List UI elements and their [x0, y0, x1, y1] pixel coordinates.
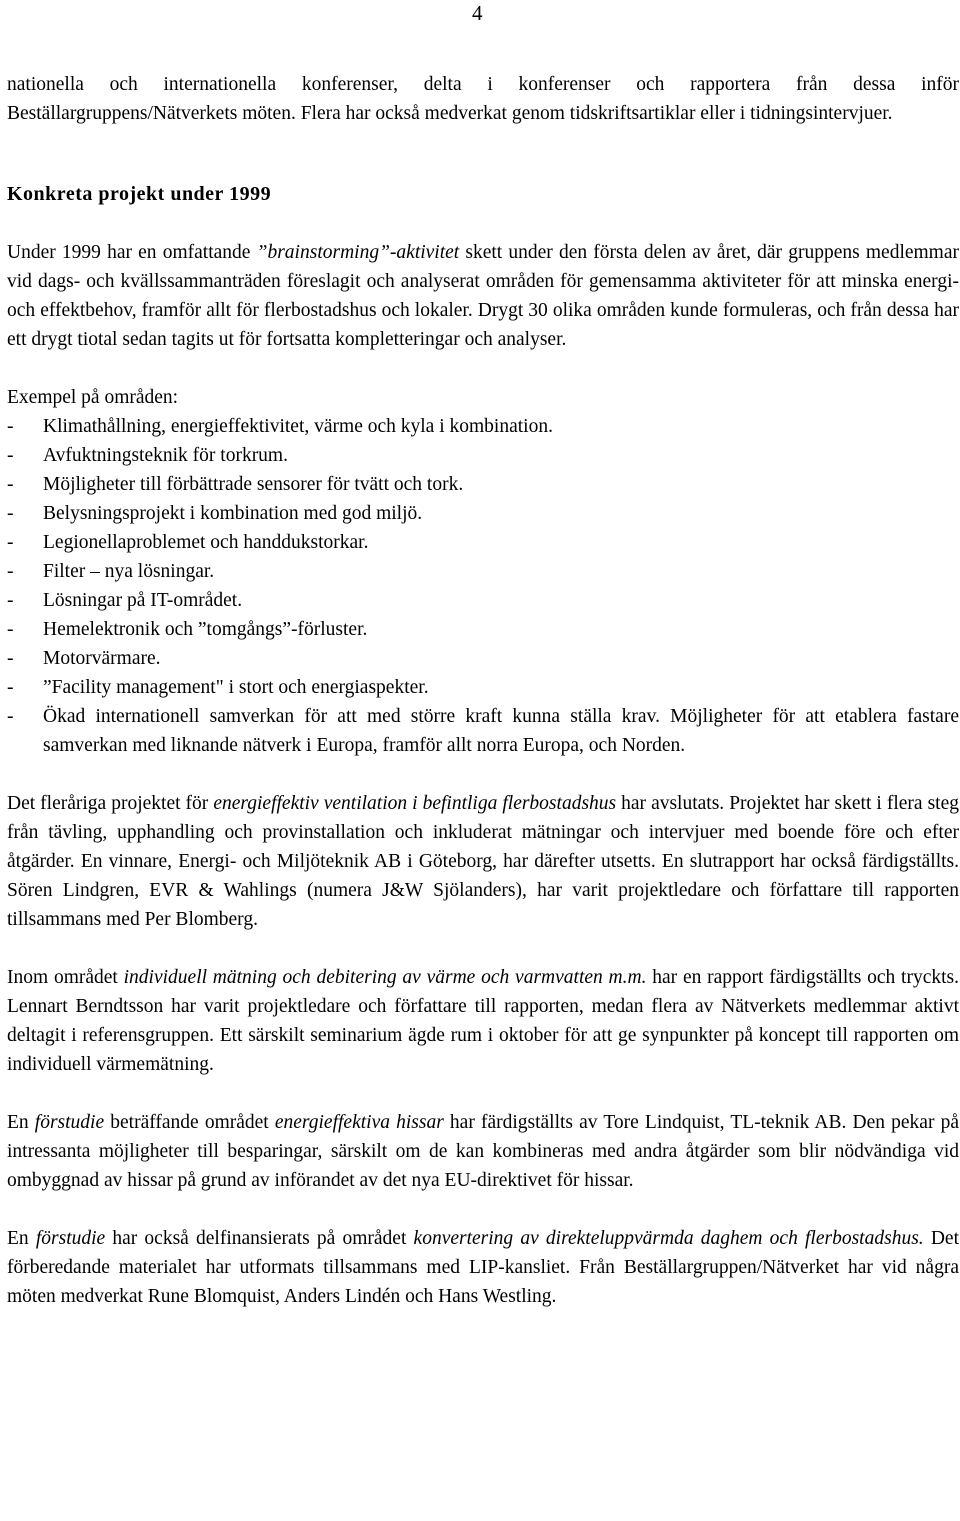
list-dash: - — [7, 445, 14, 466]
text-run: Inom området — [7, 967, 124, 988]
list-item — [7, 702, 959, 760]
list-item — [7, 412, 959, 441]
emphasis-ventilation: energieffektiv ventilation i befintliga flerbostadshus — [213, 793, 617, 814]
list-item — [7, 441, 959, 470]
text-run: skett under den första delen av året, där gruppens medlemmar vid dags- och kvällssammanträden föreslagit och analyserat områden för gemensamma aktiviteter för att minska energi- och effektbehov, framför allt för flerbostadshus och lokaler. Drygt 30 olika områden kunde formuleras, och från dessa har ett drygt tiotal sedan tagits ut för fortsatta kompletteringar och analyser. — [7, 242, 959, 350]
text-run: har också delfinansierats på området — [105, 1228, 414, 1249]
document-body — [7, 70, 959, 1311]
text-run: En — [7, 1228, 36, 1249]
paragraph-ventilation — [7, 789, 959, 934]
list-item-text: Filter – nya lösningar. — [43, 561, 215, 582]
paragraph-elevators — [7, 1108, 959, 1195]
paragraph-individual-metering — [7, 963, 959, 1079]
emphasis-brainstorming: ”brainstorming”-aktivitet — [256, 242, 460, 263]
examples-label: Exempel på områden: — [7, 387, 179, 408]
emphasis-elevators: energieffektiva hissar — [274, 1112, 444, 1133]
section-heading: Konkreta projekt under 1999 — [7, 183, 272, 205]
emphasis-conversion: konvertering av direkteluppvärmda daghem och flerbostadshus. — [413, 1228, 924, 1249]
list-dash: - — [7, 532, 14, 553]
emphasis-metering: individuell mätning och debitering av värme och varmvatten m.m. — [123, 967, 647, 988]
list-dash: - — [7, 503, 14, 524]
list-item-text: Legionellaproblemet och handdukstorkar. — [43, 532, 369, 553]
list-item-text: Motorvärmare. — [43, 648, 161, 669]
text-run: Det fleråriga projektet för — [7, 793, 214, 814]
list-item-text: ”Facility management" i stort och energiaspekter. — [43, 677, 429, 698]
emphasis-forstudie: förstudie — [35, 1228, 106, 1249]
paragraph-brainstorming — [7, 238, 959, 354]
list-item — [7, 673, 959, 702]
paragraph-conversion — [7, 1224, 959, 1311]
text-run: har en rapport färdigställts och tryckts. Lennart Berndtsson har varit projektledare och författare till rapporten, medan flera av Nätverkets medlemmar aktivt deltagit i referensgruppen. Ett särskilt seminarium ägde rum i oktober för att ge synpunkter på koncept till rapporten om individuell värmemätning. — [7, 967, 959, 1075]
list-item — [7, 528, 959, 557]
list-item — [7, 557, 959, 586]
list-item-text: Lösningar på IT-området. — [43, 590, 243, 611]
list-dash: - — [7, 416, 14, 437]
list-dash: - — [7, 677, 14, 698]
list-item — [7, 615, 959, 644]
list-item — [7, 586, 959, 615]
text-run: beträffande området — [104, 1112, 275, 1133]
emphasis-forstudie: förstudie — [34, 1112, 105, 1133]
list-dash: - — [7, 474, 14, 495]
list-dash: - — [7, 590, 14, 611]
list-dash: - — [7, 561, 14, 582]
list-item — [7, 499, 959, 528]
intro-paragraph: nationella och internationella konferenser, delta i konferenser och rapportera från dessa inför Beställargruppens/Nätverkets möten. Flera har också medverkat genom tidskriftsartiklar eller i tidningsintervjuer. — [7, 74, 959, 124]
text-run: Under 1999 har en omfattande — [7, 242, 257, 263]
list-dash: - — [7, 706, 14, 727]
list-item-text: Belysningsprojekt i kombination med god miljö. — [43, 503, 423, 524]
list-item-text: Ökad internationell samverkan för att med större kraft kunna ställa krav. Möjligheter för att etablera fastare samverkan med liknande nätverk i Europa, framför allt norra Europa, och Norden. — [43, 706, 959, 756]
examples-list — [7, 412, 959, 760]
list-item-text: Hemelektronik och ”tomgångs”-förluster. — [43, 619, 368, 640]
list-item — [7, 644, 959, 673]
list-item-text: Möjligheter till förbättrade sensorer för tvätt och tork. — [43, 474, 464, 495]
text-run: En — [7, 1112, 35, 1133]
list-dash: - — [7, 619, 14, 640]
list-dash: - — [7, 648, 14, 669]
list-item-text: Klimathållning, energieffektivitet, värme och kyla i kombination. — [43, 416, 553, 437]
page-number: 4 — [472, 1, 483, 25]
text-run: har färdigställts av Tore Lindquist, TL-teknik AB. Den pekar på intressanta möjligheter till besparingar, särskilt om de kan kombineras med andra åtgärder som blir nödvändiga vid ombyggnad av hissar på grund av införandet av det nya EU-direktivet för hissar. — [7, 1112, 959, 1191]
text-run: har avslutats. Projektet har skett i flera steg från tävling, upphandling och provinstallation och inkluderat mätningar och intervjuer med boende före och efter åtgärder. En vinnare, Energi- och Miljöteknik AB i Göteborg, har därefter utsetts. En slutrapport har också färdigställts. Sören Lindgren, EVR & Wahlings (numera J&W Sjölanders), har varit projektledare och författare till rapporten tillsammans med Per Blomberg. — [7, 793, 959, 930]
text-run: Det förberedande materialet har utformats tillsammans med LIP-kansliet. Från Beställargruppen/Nätverket har vid några möten medverkat Rune Blomquist, Anders Lindén och Hans Westling. — [7, 1228, 959, 1307]
list-item-text: Avfuktningsteknik för torkrum. — [43, 445, 288, 466]
list-item — [7, 470, 959, 499]
